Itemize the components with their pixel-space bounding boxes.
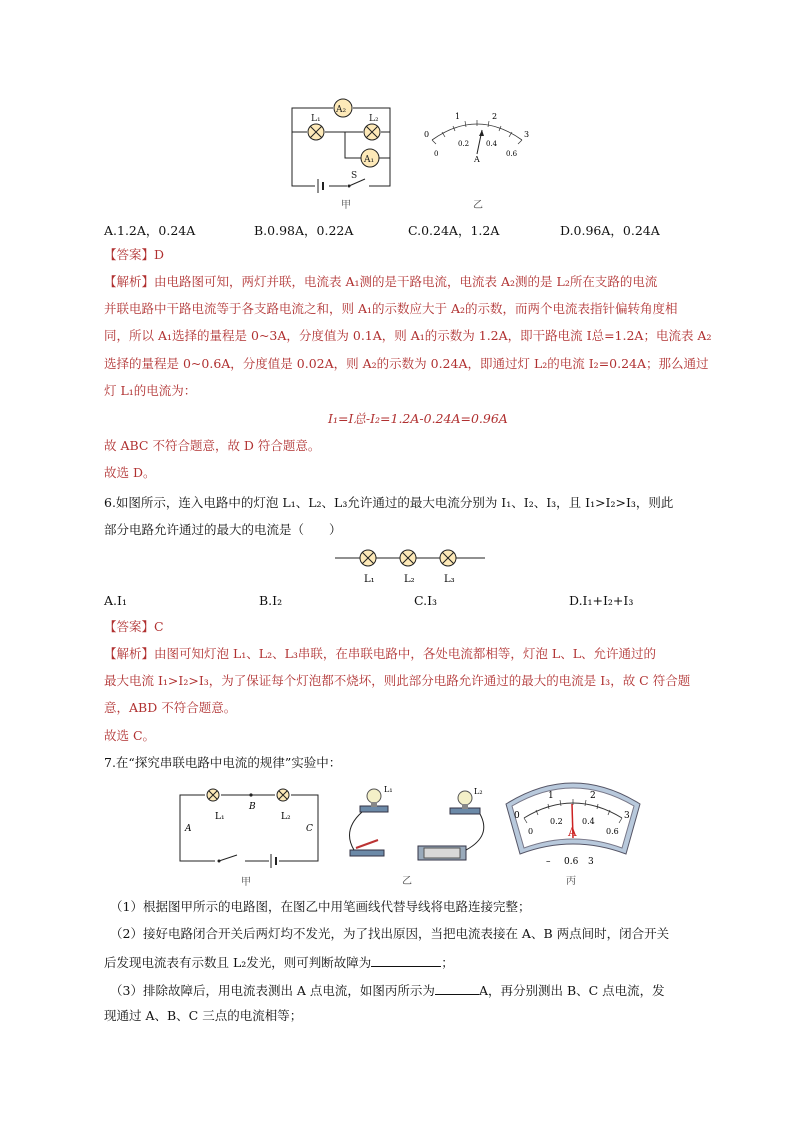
svg-text:–: – (546, 857, 551, 867)
q7-blank-fault[interactable] (371, 952, 441, 967)
caption-7-jia: 甲 (241, 877, 251, 888)
q5-analysis-3: 同，所以 A₁选择的量程是 0~3A，分度值为 0.1A，则 A₁的示数为 1.2A，即干路电流 I总=1.2A；电流表 A₂ (104, 328, 712, 343)
q7-part-3b: 现通过 A、B、C 三点的电流相等； (104, 1008, 303, 1023)
caption-yi: 乙 (473, 200, 483, 210)
label-a2: A₂ (336, 105, 347, 115)
q6-analysis-2: 最大电流 I₁>I₂>I₃，为了保证每个灯泡都不烧坏，则此部分电路允许通过的最大的电流是 I₃，故 C 符合题 (104, 673, 691, 688)
caption-7-yi: 乙 (402, 876, 412, 887)
q6-stem-2: 部分电路允许通过的最大的电流是（ ） (104, 522, 342, 537)
series-label-l3: L₃ (444, 574, 455, 585)
q6-option-b[interactable]: B.I₂ (259, 593, 283, 608)
svg-text:1: 1 (548, 791, 554, 801)
q5-analysis-4: 选择的量程是 0~0.6A，分度值是 0.02A，则 A₂的示数为 0.24A，即通过灯 L₂的电流 I₂=0.24A；那么通过 (104, 356, 709, 371)
svg-text:C: C (306, 824, 313, 834)
svg-text:0.4: 0.4 (582, 817, 595, 826)
series-label-l1: L₁ (364, 574, 375, 585)
svg-text:2: 2 (492, 112, 498, 121)
physical-circuit-7-yi (342, 778, 494, 890)
q7-part-1: （1）根据图甲所示的电路图，在图乙中用笔画线代替导线将电路连接完整； (110, 899, 531, 914)
svg-text:L₁: L₁ (384, 785, 393, 794)
svg-text:3: 3 (588, 857, 594, 867)
q5-conclusion-2: 故选 D。 (104, 465, 156, 480)
caption-jia: 甲 (341, 200, 351, 211)
q7-part-2a: （2）接好电路闭合开关后两灯均不发光，为了找出原因，当把电流表接在 A、B 两点间时，闭合开关 (110, 926, 670, 941)
q6-option-a[interactable]: A.I₁ (104, 593, 127, 608)
series-circuit-diagram (335, 546, 485, 586)
circuit-diagram-jia (285, 96, 405, 211)
label-l2: L₂ (369, 114, 379, 124)
ammeter-dial-7-bing (502, 774, 644, 886)
q5-analysis-2: 并联电路中干路电流等于各支路电流之和，则 A₁的示数应大于 A₂的示数，而两个电流表指针偏转角度相 (104, 301, 678, 316)
q5-option-c[interactable]: C.0.24A，1.2A (408, 223, 500, 238)
q6-option-d[interactable]: D.I₁+I₂+I₃ (569, 593, 634, 608)
svg-text:0.2: 0.2 (550, 817, 563, 826)
svg-text:2: 2 (590, 791, 596, 801)
svg-text:3: 3 (524, 130, 530, 139)
svg-text:1: 1 (455, 112, 461, 121)
svg-text:0: 0 (528, 827, 534, 836)
svg-text:B: B (249, 802, 256, 812)
q5-answer: 【答案】D (104, 247, 165, 262)
svg-text:0.6: 0.6 (564, 857, 579, 867)
svg-text:A: A (474, 155, 480, 164)
series-label-l2: L₂ (404, 574, 415, 585)
svg-text:A: A (568, 825, 577, 839)
svg-text:L₂: L₂ (281, 812, 291, 822)
svg-text:0: 0 (424, 130, 430, 139)
svg-text:0.6: 0.6 (506, 150, 518, 158)
svg-text:L₂: L₂ (474, 787, 483, 796)
caption-7-bing: 丙 (566, 876, 576, 886)
svg-text:3: 3 (624, 811, 630, 821)
label-s: S (351, 171, 358, 181)
q6-analysis-1: 【解析】由图可知灯泡 L₁、L₂、L₃串联，在串联电路中，各处电流都相等，灯泡 L、L、允许通过的 (104, 646, 657, 661)
q6-option-c[interactable]: C.I₃ (414, 593, 438, 608)
q5-formula: I₁=I总-I₂=1.2A-0.24A=0.96A (328, 411, 508, 426)
ammeter-dial-yi (420, 104, 535, 210)
q6-conclusion: 故选 C。 (104, 728, 156, 743)
q6-stem-1: 6.如图所示，连入电路中的灯泡 L₁、L₂、L₃允许通过的最大电流分别为 I₁、I₂、I₃，且 I₁>I₂>I₃，则此 (104, 495, 674, 510)
q5-option-b[interactable]: B.0.98A，0.22A (254, 223, 354, 238)
q5-conclusion-1: 故 ABC 不符合题意，故 D 符合题意。 (104, 438, 321, 453)
q5-option-d[interactable]: D.0.96A，0.24A (560, 223, 660, 238)
q7-part-2b: 后发现电流表有示数且 L₂发光，则可判断故障为 ； (104, 952, 454, 972)
svg-text:0: 0 (434, 150, 439, 158)
q7-stem: 7.在“探究串联电路中电流的规律”实验中： (104, 755, 342, 770)
svg-text:L₁: L₁ (215, 812, 225, 822)
svg-text:0.2: 0.2 (458, 140, 470, 148)
circuit-diagram-7-jia (175, 786, 323, 888)
svg-text:0.6: 0.6 (606, 827, 619, 836)
label-l1: L₁ (311, 114, 321, 124)
q7-blank-current[interactable] (435, 980, 479, 995)
q5-option-a[interactable]: A.1.2A，0.24A (104, 223, 196, 238)
q6-analysis-3: 意，ABD 不符合题意。 (104, 700, 237, 715)
q7-part-3a: （3）排除故障后，用电流表测出 A 点电流，如图丙所示为 A，再分别测出 B、C 点电流，发 (110, 980, 665, 1000)
q6-answer: 【答案】C (104, 619, 164, 634)
q5-analysis-5: 灯 L₁的电流为： (104, 383, 197, 398)
q5-analysis-1: 【解析】由电路图可知，两灯并联，电流表 A₁测的是干路电流，电流表 A₂测的是 L₂所在支路的电流 (104, 274, 658, 289)
svg-text:0: 0 (514, 811, 520, 821)
label-a1: A₁ (364, 155, 375, 165)
svg-text:0.4: 0.4 (486, 140, 498, 148)
svg-text:A: A (185, 824, 192, 834)
